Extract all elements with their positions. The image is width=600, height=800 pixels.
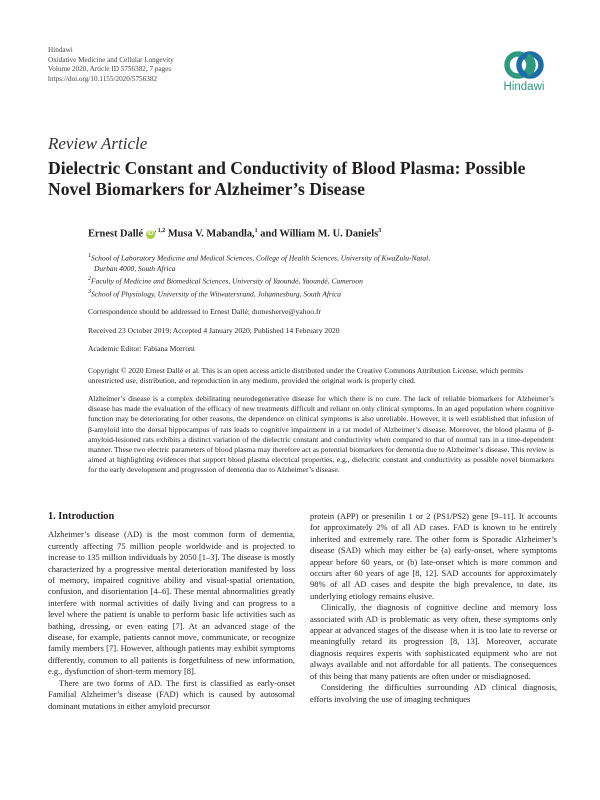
doi-link[interactable]: https://doi.org/10.1155/2020/5756382 [48, 74, 158, 83]
journal-meta [48, 46, 174, 84]
author-affil-sup: , 1,2 [154, 228, 166, 234]
hindawi-logo[interactable] [496, 50, 552, 93]
publication-dates: Received 23 October 2019; Accepted 4 January 2020; Published 14 February 2020 [88, 326, 340, 335]
article-type: Review Article [48, 134, 148, 153]
publisher-name: Hindawi [48, 46, 73, 54]
author-affil-sup: 1 [254, 228, 258, 234]
orcid-icon[interactable]: iD [147, 231, 154, 238]
hindawi-rings-logo-icon [501, 50, 547, 80]
author-name: Ernest Dallé [88, 228, 144, 240]
author-affil-sup: 3 [378, 228, 382, 234]
affiliation-item: $^3$School of Physiology, University of the Witwatersrand, Johannesburg, South Africa [88, 289, 341, 299]
volume-info: Volume 2020, Article ID 5756382, 7 pages [48, 65, 172, 74]
body-paragraph: Considering the difficulties surrounding AD clinical diagnosis, efforts involving the use of imaging techniques [310, 682, 557, 704]
body-paragraph: Clinically, the diagnosis of cognitive decline and memory loss associated with AD is problematic as very often, these symptoms only appear at advanced stages of the disease when it is too late to reverse or meaningfully retard its progression [8, 13]. Moreover, accurate diagnosis requires experts with sophisticated equipment who are not always available and not affordable for all patients. The consequences of this being that many patients are often under or misdiagnosed. [310, 602, 557, 681]
correspondence: Correspondence should be addressed to Ernest Dallé; dumesherve@yahoo.fr [88, 307, 322, 316]
section-heading: 1. Introduction [48, 511, 115, 522]
article-title: Dielectric Constant and Conductivity of Blood Plasma: Possible Novel Biomarkers for Alzheimer’s Disease [48, 158, 526, 199]
body-paragraph: Alzheimer’s disease (AD) is the most common form of dementia, currently affecting 75 million people worldwide and is projected to increase to 135 million individuals by 2050 [1–3]. The disease is mostly characterized by a progressive mental deterioration manifested by loss of memory, impaired cognitive ability and visual-spatial orientation, confusion, and disorientation [4–6]. These mental abnormalities greatly interfere with normal activities of daily living and can progress to a level where the patient is unable to perform basic life activities such as bathing, dressing, or even eating [7]. At an advanced stage of the disease, for example, patients cannot move, communicate, or recognize family members [7]. However, although patients may exhibit symptoms differently, common to all patients is forgetfulness of new information, e.g., dysfunction of short-term memory [8]. [48, 529, 295, 677]
body-paragraph: There are two forms of AD. The first is classified as early-onset Familial Alzheimer’s disease (FAD) which is caused by autosomal dominant mutations in either amyloid precursor [48, 677, 295, 711]
affiliations [88, 251, 430, 300]
author-name: Musa V. Mabandla, [167, 228, 255, 240]
journal-name: Oxidative Medicine and Cellular Longevity [48, 55, 174, 64]
affiliation-item: $^1$School of Laboratory Medicine and Medical Sciences, College of Health Sciences, University of KwaZulu-Natal, [88, 253, 431, 263]
body-paragraph: protein (APP) or presenilin 1 or 2 (PS1/PS2) gene [9–11]. It accounts for approximately 2% of all AD cases. FAD is known to be entirely inherited and extremely rare. The other form is Sporadic Alzheimer’s disease (SAD) which may either be (a) early-onset, where symptoms appear before 60 years, or (b) late-onset which is more common and occurs after 60 years of age [8, 12]. SAD accounts for approximately 98% of all AD cases and despite the high prevalence, to date, its underlying etiology remains elusive. [310, 511, 557, 601]
logo-label: Hindawi [503, 81, 545, 93]
author-name: and William M. U. Daniels [257, 228, 379, 240]
affiliation-item-cont: Durban 4000, South Africa [94, 263, 176, 273]
author-list [88, 228, 381, 239]
abstract: Alzheimer’s disease is a complex debilitating neurodegenerative disease for which there is no cure. The lack of reliable biomarkers for Alzheimer’s disease has made the evaluation of the efficacy of new treatments difficult and reliant on only clinical symptoms. In an aged population where cognitive function may be deteriorating for other reasons, the dependence on clinical symptoms is also unreliable. However, it is well established that infusion of β-amyloid into the dorsal hippocampus of rats leads to cognitive impairment in a rat model of Alzheimer’s disease. Moreover, the blood plasma of β-amyloid-lesioned rats exhibits a distinct variation of the dielectric constant and conductivity when compared to that of normal rats in a time-dependent manner. These two electric parameters of blood plasma may therefore act as potential biomarkers for dementia due to Alzheimer’s disease. This review is aimed at highlighting evidences that support blood plasma electrical properties, e.g., dielectric constant and conductivity as possible novel biomarkers for the early development and progression of dementia due to Alzheimer’s disease. [88, 394, 555, 475]
right-column [310, 511, 557, 705]
affiliation-item: $^2$Faculty of Medicine and Biomedical Sciences, University of Yaoundé, Yaoundé, Cameroon [88, 276, 363, 286]
left-column [48, 511, 295, 712]
copyright-notice: Copyright © 2020 Ernest Dallé et al. This is an open access article distributed under the Creative Commons Attribution License, which permits unrestricted use, distribution, and reproduction in any medium, provided the original work is properly cited. [88, 366, 524, 385]
academic-editor: Academic Editor: Fabiana Morroni [88, 344, 195, 353]
